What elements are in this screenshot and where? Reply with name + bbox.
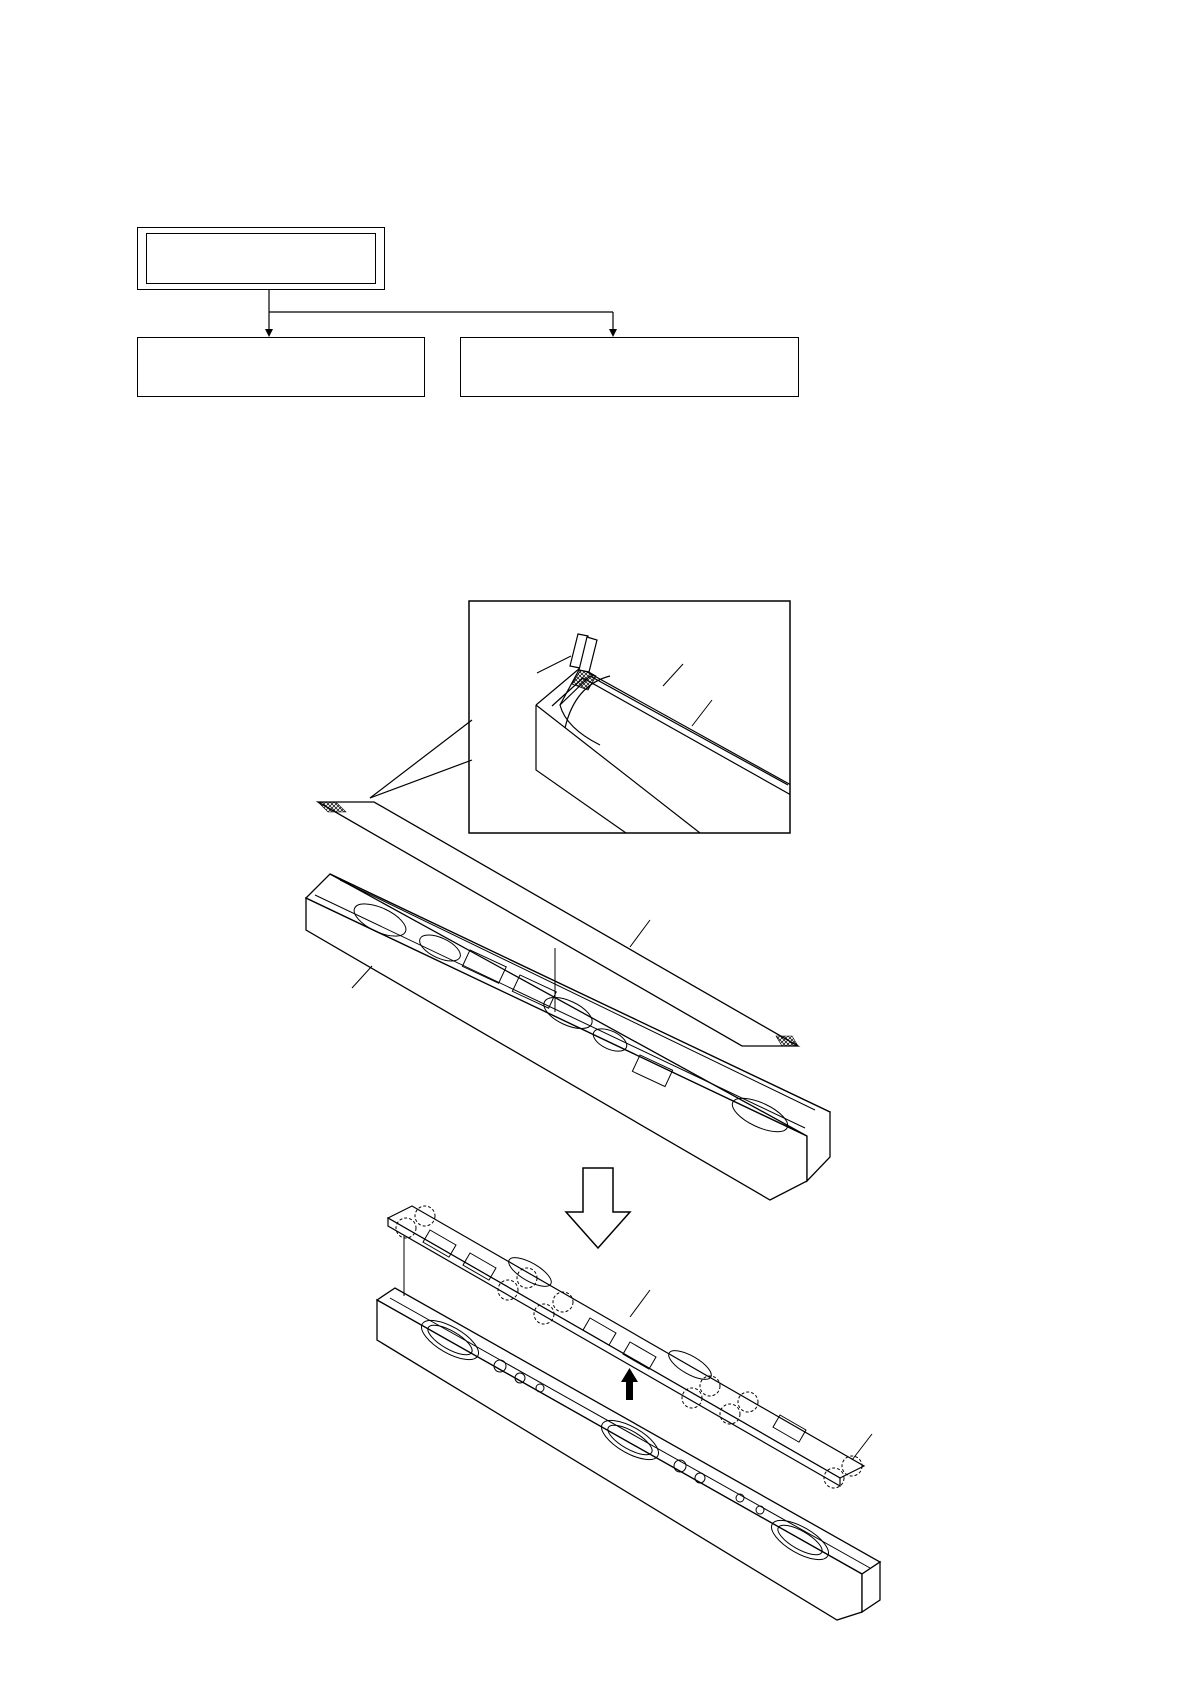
arrow-head-icon	[265, 329, 273, 337]
up-arrow-icon	[621, 1368, 638, 1400]
arrow-head-icon	[609, 329, 617, 337]
inset-callout-lines	[370, 720, 472, 798]
flowchart-connectors	[269, 290, 613, 331]
down-arrow-icon	[566, 1168, 630, 1248]
detail-inset	[469, 601, 800, 833]
lower-housing	[377, 1236, 880, 1620]
